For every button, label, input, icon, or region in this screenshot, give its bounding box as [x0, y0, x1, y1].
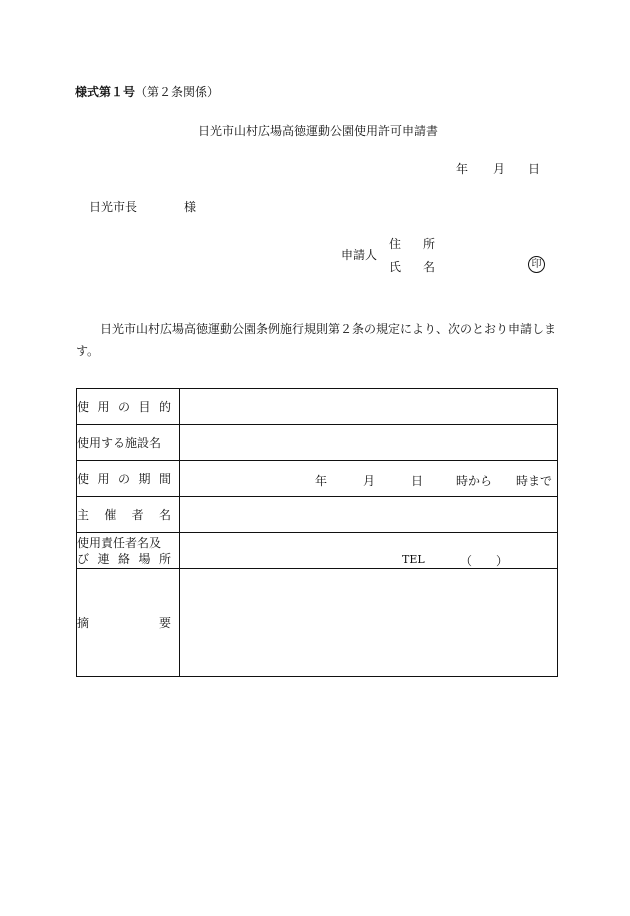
row-contact [77, 533, 558, 569]
application-statement: 日光市山村広場高徳運動公園条例施行規則第２条の規定により、次のとおり申請します。 [76, 322, 557, 358]
name-label-char-2: 名 [423, 260, 436, 274]
row-period [77, 461, 558, 497]
address-label-char-1: 住 [389, 237, 402, 251]
form-number-label: 様式第１号 [75, 85, 136, 99]
period-year: 年 [315, 474, 328, 488]
label-char: の [117, 400, 130, 414]
label-char: 者 [131, 508, 144, 522]
addressee-name: 日光市長 [89, 200, 138, 214]
date-month: 月 [493, 162, 506, 176]
label-char: の [117, 472, 130, 486]
row-purpose [77, 389, 558, 425]
contact-label-line1: 使用責任者名及 [77, 535, 162, 550]
label-char: 的 [158, 400, 171, 414]
addressee-honorific: 様 [184, 200, 197, 214]
contact-field[interactable] [180, 533, 558, 569]
purpose-label [77, 389, 180, 425]
period-month: 月 [363, 474, 376, 488]
contact-label [77, 533, 180, 569]
label-char: 用 [97, 472, 110, 486]
form-relation: （第２条関係） [135, 85, 220, 99]
label-char: 場 [138, 551, 151, 566]
label-char: 催 [104, 508, 117, 522]
row-remarks [77, 569, 558, 677]
organizer-label [77, 497, 180, 533]
name-label-char-1: 氏 [389, 260, 402, 274]
remarks-label [77, 569, 180, 677]
organizer-field[interactable] [180, 497, 558, 533]
form-number [75, 83, 219, 100]
address-label-char-2: 所 [423, 237, 436, 251]
period-day: 日 [411, 474, 424, 488]
label-char: 絡 [117, 551, 130, 566]
label-char: び [77, 551, 90, 566]
seal-mark: 印 [528, 256, 545, 273]
label-char: 間 [158, 472, 171, 486]
label-char: 摘 [77, 616, 90, 630]
period-to: 時まで [516, 474, 553, 488]
row-facility [77, 425, 558, 461]
label-char: 使 [77, 472, 90, 486]
purpose-field[interactable] [180, 389, 558, 425]
tel-paren: （ ） [460, 554, 509, 568]
label-char: 所 [158, 551, 171, 566]
remarks-field[interactable] [180, 569, 558, 677]
facility-field[interactable] [180, 425, 558, 461]
period-from: 時から [456, 474, 493, 488]
tel-label: TEL [402, 553, 425, 566]
date-year: 年 [456, 162, 469, 176]
application-table [76, 388, 558, 677]
date-day: 日 [528, 162, 541, 176]
label-char: 名 [158, 508, 171, 522]
label-char: 期 [138, 472, 151, 486]
applicant-label: 申請人 [341, 248, 378, 262]
period-field[interactable] [180, 461, 558, 497]
period-label [77, 461, 180, 497]
label-char: 要 [158, 616, 171, 630]
contact-label-line2 [77, 551, 179, 567]
label-char: 用 [97, 400, 110, 414]
label-char: 使 [77, 400, 90, 414]
label-char: 目 [138, 400, 151, 414]
label-char: 主 [77, 508, 90, 522]
document-title: 日光市山村広場高徳運動公園使用許可申請書 [198, 124, 439, 138]
label-char: 連 [97, 551, 110, 566]
row-organizer [77, 497, 558, 533]
facility-label: 使用する施設名 [77, 425, 180, 461]
